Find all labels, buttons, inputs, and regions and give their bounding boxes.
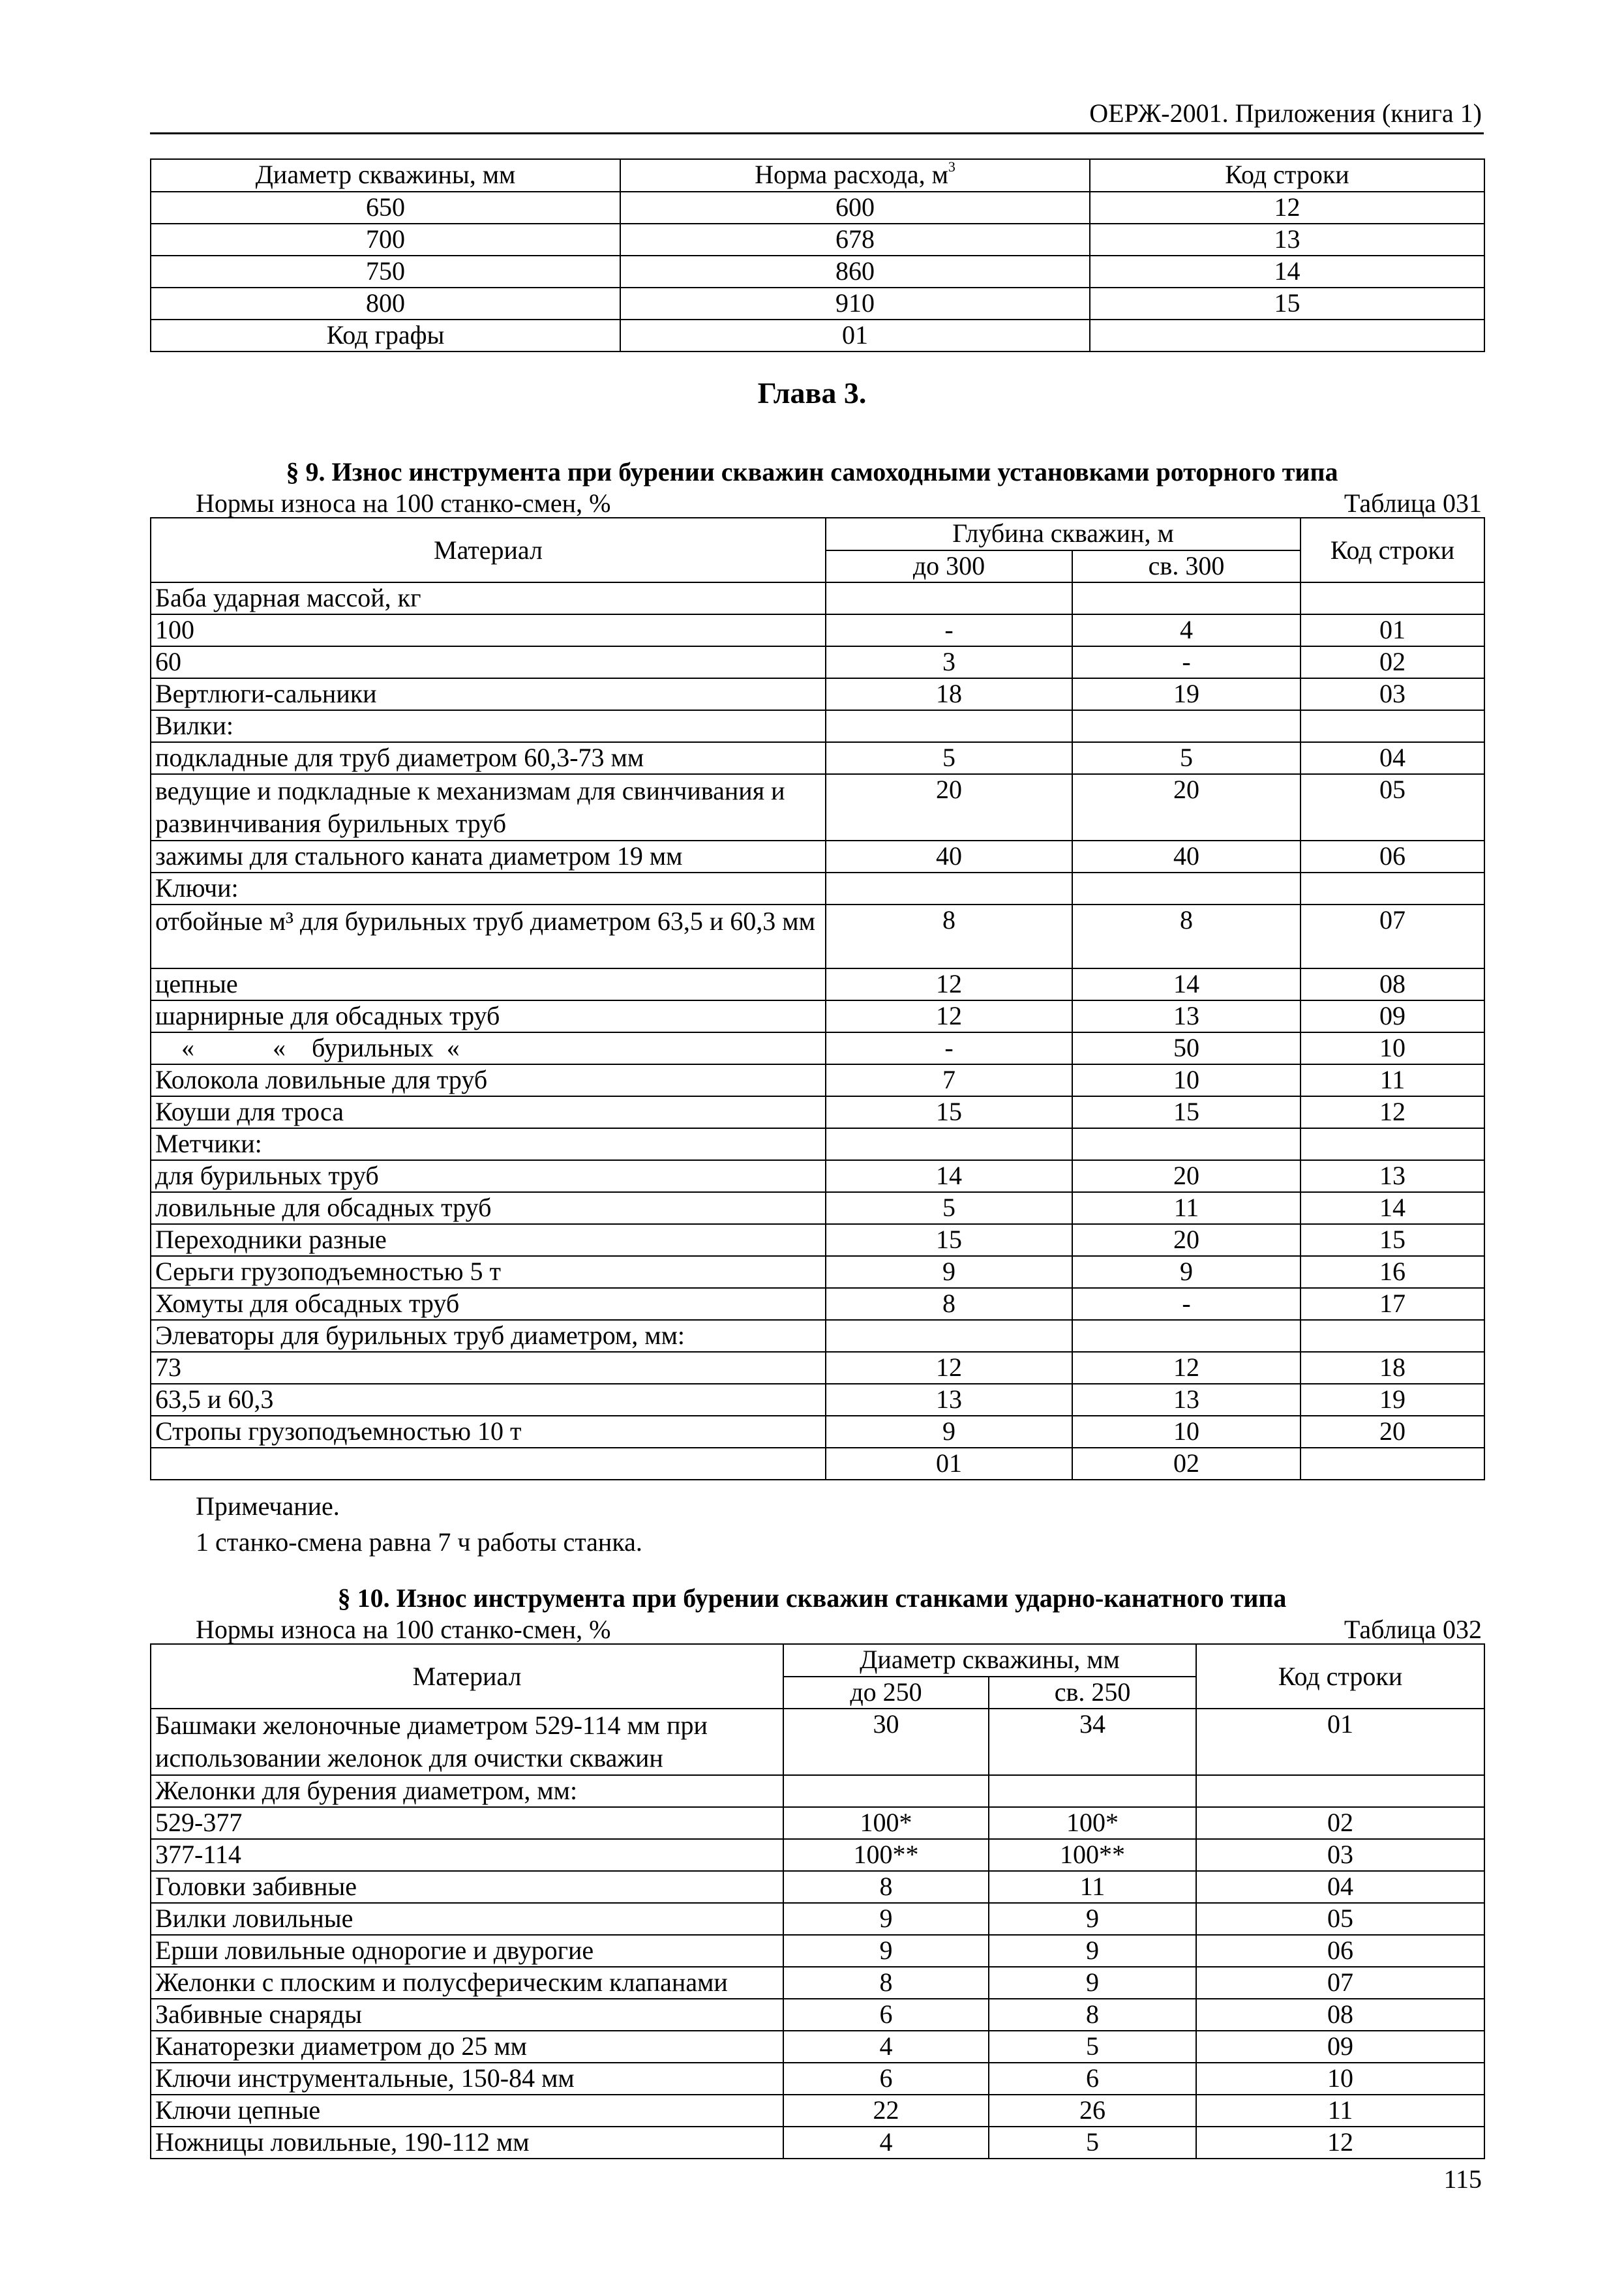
table-cell: - — [826, 1032, 1072, 1064]
table-row — [151, 678, 1484, 710]
table-cell: 8 — [783, 1967, 989, 1999]
table-row — [151, 1384, 1484, 1416]
table-cell: 12 — [1072, 1352, 1301, 1384]
table-cell: 07 — [1196, 1967, 1484, 1999]
table-cell-label: 700 — [151, 224, 620, 256]
table-cell: 4 — [783, 2031, 989, 2063]
section-10-subtitle: Нормы износа на 100 станко-смен, % — [196, 1615, 611, 1644]
table-cell: 9 — [826, 1416, 1072, 1448]
table-cell — [1072, 873, 1301, 905]
section-9-subtitle: Нормы износа на 100 станко-смен, % — [196, 488, 611, 518]
table-cell: 100** — [783, 1839, 989, 1871]
table-cell — [826, 582, 1072, 614]
table-cell: 16 — [1301, 1256, 1484, 1288]
table-row — [151, 2095, 1484, 2127]
table-cell: 20 — [1301, 1416, 1484, 1448]
table-cell: 06 — [1301, 841, 1484, 873]
table-cell: - — [1072, 1288, 1301, 1320]
table-row — [151, 1160, 1484, 1192]
note-text: 1 станко-смена равна 7 ч работы станка. — [196, 1527, 642, 1557]
table-cell-label: 73 — [151, 1352, 826, 1384]
running-header: ОЕРЖ-2001. Приложения (книга 1) — [1089, 98, 1482, 128]
table-row — [151, 1807, 1484, 1839]
column-header: Норма расхода, $м^3$ — [620, 159, 1090, 192]
consumption-table — [150, 158, 1485, 352]
table-row — [151, 1128, 1484, 1160]
table-cell-label: Желонки для бурения диаметром, мм: — [151, 1775, 783, 1807]
table-cell: 4 — [1072, 614, 1301, 646]
table-cell: 6 — [783, 2063, 989, 2095]
table-cell: 12 — [1090, 192, 1484, 224]
table-cell — [1072, 710, 1301, 742]
table-cell: 02 — [1301, 646, 1484, 678]
section-9-title: § 9. Износ инструмента при бурении скважин самоходными установками роторного типа — [286, 457, 1338, 486]
table-row — [151, 2063, 1484, 2095]
table-cell: 4 — [783, 2127, 989, 2159]
table-cell — [1301, 1320, 1484, 1352]
table-cell: 15 — [1072, 1096, 1301, 1128]
table-row — [151, 1871, 1484, 1903]
table-cell: 100** — [989, 1839, 1196, 1871]
table-cell-label: « « бурильных « — [151, 1032, 826, 1064]
table-cell: 12 — [826, 1000, 1072, 1032]
table-cell: 910 — [620, 288, 1090, 320]
table-cell: 40 — [826, 841, 1072, 873]
table-cell: 14 — [1090, 256, 1484, 288]
table-cell: 02 — [1196, 1807, 1484, 1839]
table-row — [151, 1064, 1484, 1096]
table-cell — [1301, 1128, 1484, 1160]
table-row — [151, 192, 1484, 224]
table-cell: 8 — [1072, 905, 1301, 968]
table-cell-label: 377-114 — [151, 1839, 783, 1871]
table-cell-label: Ключи цепные — [151, 2095, 783, 2127]
table-cell: 09 — [1196, 2031, 1484, 2063]
table-cell: 9 — [989, 1935, 1196, 1967]
table-cell: 10 — [1196, 2063, 1484, 2095]
table-cell: 08 — [1301, 968, 1484, 1000]
note-title: Примечание. — [196, 1491, 340, 1521]
table-cell — [1196, 1775, 1484, 1807]
table-cell: 10 — [1072, 1064, 1301, 1096]
table-cell: 7 — [826, 1064, 1072, 1096]
table-cell: 06 — [1196, 1935, 1484, 1967]
chapter-title: Глава 3. — [757, 376, 867, 410]
table-cell: 678 — [620, 224, 1090, 256]
table-cell: 01 — [620, 320, 1090, 352]
table-cell: 02 — [1072, 1448, 1301, 1480]
table-cell: 9 — [989, 1967, 1196, 1999]
table-cell: 12 — [1301, 1096, 1484, 1128]
table-cell: 8 — [826, 905, 1072, 968]
table-cell-label: 529-377 — [151, 1807, 783, 1839]
column-header-material: Материал — [151, 1644, 783, 1709]
table-row — [151, 1288, 1484, 1320]
table-cell: 19 — [1072, 678, 1301, 710]
table-cell-label: шарнирные для обсадных труб — [151, 1000, 826, 1032]
header-rule — [150, 132, 1484, 134]
table-cell-label: для бурильных труб — [151, 1160, 826, 1192]
table-cell — [826, 710, 1072, 742]
table-cell: 13 — [1072, 1000, 1301, 1032]
table-cell-label: Вилки ловильные — [151, 1903, 783, 1935]
table-cell: 9 — [783, 1903, 989, 1935]
table-cell-label: Канаторезки диаметром до 25 мм — [151, 2031, 783, 2063]
table-cell — [1301, 873, 1484, 905]
table-032 — [150, 1643, 1485, 2159]
table-cell: 10 — [1301, 1032, 1484, 1064]
table-cell-label: Колокола ловильные для труб — [151, 1064, 826, 1096]
table-cell-label: 100 — [151, 614, 826, 646]
table-cell: 8 — [989, 1999, 1196, 2031]
table-cell: 860 — [620, 256, 1090, 288]
table-cell-label: ловильные для обсадных труб — [151, 1192, 826, 1224]
table-cell — [1301, 710, 1484, 742]
table-cell: 01 — [826, 1448, 1072, 1480]
table-cell: 100* — [989, 1807, 1196, 1839]
table-cell-label: Головки забивные — [151, 1871, 783, 1903]
table-row — [151, 1709, 1484, 1775]
table-row — [151, 320, 1484, 352]
table-cell: 5 — [989, 2031, 1196, 2063]
table-cell-label: зажимы для стального каната диаметром 19 мм — [151, 841, 826, 873]
table-cell: 9 — [826, 1256, 1072, 1288]
column-header: Диаметр скважины, мм — [151, 159, 620, 192]
table-cell-label: 63,5 и 60,3 — [151, 1384, 826, 1416]
table-cell: 11 — [989, 1871, 1196, 1903]
table-row — [151, 1903, 1484, 1935]
table-row — [151, 582, 1484, 614]
table-cell: 11 — [1072, 1192, 1301, 1224]
table-cell: 6 — [989, 2063, 1196, 2095]
table-cell-label: отбойные м³ для бурильных труб диаметром 63,5 и 60,3 мм — [151, 905, 826, 968]
table-row — [151, 1448, 1484, 1480]
page-number: 115 — [1443, 2164, 1482, 2194]
table-cell — [783, 1775, 989, 1807]
table-cell: 13 — [1072, 1384, 1301, 1416]
table-row — [151, 1839, 1484, 1871]
table-header-row — [151, 1644, 1484, 1677]
table-cell-label: Башмаки желоночные диаметром 529-114 мм при использовании желонок для очистки скважин — [151, 1709, 783, 1775]
table-cell: 5 — [1072, 742, 1301, 774]
table-cell-label: Ключи инструментальные, 150-84 мм — [151, 2063, 783, 2095]
table-row — [151, 2127, 1484, 2159]
table-cell: 05 — [1301, 774, 1484, 841]
table-cell-label: Ерши ловильные однорогие и двурогие — [151, 1935, 783, 1967]
table-row — [151, 1256, 1484, 1288]
table-cell: 12 — [826, 968, 1072, 1000]
table-cell: 14 — [1072, 968, 1301, 1000]
table-row — [151, 1416, 1484, 1448]
table-cell-label: Код графы — [151, 320, 620, 352]
table-cell-label: Баба ударная массой, кг — [151, 582, 826, 614]
table-cell: 40 — [1072, 841, 1301, 873]
table-cell: 3 — [826, 646, 1072, 678]
table-row — [151, 1775, 1484, 1807]
table-cell: 5 — [826, 742, 1072, 774]
table-cell: 04 — [1196, 1871, 1484, 1903]
table-row — [151, 1352, 1484, 1384]
table-cell: 20 — [826, 774, 1072, 841]
table-row — [151, 1935, 1484, 1967]
table-cell: 19 — [1301, 1384, 1484, 1416]
table-row — [151, 1999, 1484, 2031]
table-cell-label: Вертлюги-сальники — [151, 678, 826, 710]
table-cell — [1072, 582, 1301, 614]
table-cell-label: 650 — [151, 192, 620, 224]
table-cell: 5 — [826, 1192, 1072, 1224]
table-cell-label: Стропы грузоподъемностью 10 т — [151, 1416, 826, 1448]
table-cell: 01 — [1196, 1709, 1484, 1775]
table-cell — [1072, 1128, 1301, 1160]
table-cell: 18 — [1301, 1352, 1484, 1384]
table-row — [151, 905, 1484, 968]
table-cell: - — [826, 614, 1072, 646]
table-cell: 15 — [1090, 288, 1484, 320]
table-cell-label: Серьги грузоподъемностью 5 т — [151, 1256, 826, 1288]
table-cell — [826, 873, 1072, 905]
table-header-row — [151, 518, 1484, 550]
column-header-sub: св. 250 — [989, 1677, 1196, 1709]
table-031 — [150, 517, 1485, 1480]
table-row — [151, 1967, 1484, 1999]
table-cell: 50 — [1072, 1032, 1301, 1064]
table-cell: 09 — [1301, 1000, 1484, 1032]
table-cell: 8 — [783, 1871, 989, 1903]
table-cell: - — [1072, 646, 1301, 678]
table-cell-label: Хомуты для обсадных труб — [151, 1288, 826, 1320]
column-header-code: Код строки — [1196, 1644, 1484, 1709]
table-cell: 11 — [1301, 1064, 1484, 1096]
table-cell: 14 — [1301, 1192, 1484, 1224]
table-row — [151, 710, 1484, 742]
table-cell: 9 — [1072, 1256, 1301, 1288]
table-cell — [1301, 1448, 1484, 1480]
column-header-sub: св. 300 — [1072, 550, 1301, 582]
table-cell-label: Переходники разные — [151, 1224, 826, 1256]
table-row — [151, 614, 1484, 646]
table-cell-label: цепные — [151, 968, 826, 1000]
table-cell-label: Ножницы ловильные, 190-112 мм — [151, 2127, 783, 2159]
table-cell-label: Элеваторы для бурильных труб диаметром, мм: — [151, 1320, 826, 1352]
table-cell — [826, 1128, 1072, 1160]
table-cell: 10 — [1072, 1416, 1301, 1448]
table-cell: 13 — [826, 1384, 1072, 1416]
table-cell: 20 — [1072, 1224, 1301, 1256]
table-cell: 01 — [1301, 614, 1484, 646]
table-cell: 18 — [826, 678, 1072, 710]
table-cell: 26 — [989, 2095, 1196, 2127]
table-cell: 15 — [826, 1224, 1072, 1256]
table-cell: 22 — [783, 2095, 989, 2127]
table-cell: 600 — [620, 192, 1090, 224]
table-cell: 15 — [1301, 1224, 1484, 1256]
table-row — [151, 1224, 1484, 1256]
table-cell: 13 — [1090, 224, 1484, 256]
table-cell: 03 — [1301, 678, 1484, 710]
table-cell-label: Ключи: — [151, 873, 826, 905]
table-row — [151, 1320, 1484, 1352]
table-cell-label: ведущие и подкладные к механизмам для свинчивания и развинчивания бурильных труб — [151, 774, 826, 841]
table-cell: 05 — [1196, 1903, 1484, 1935]
table-row — [151, 774, 1484, 841]
column-header-code: Код строки — [1301, 518, 1484, 582]
table-cell-label: подкладные для труб диаметром 60,3-73 мм — [151, 742, 826, 774]
table-header-row — [151, 159, 1484, 192]
table-cell: 9 — [783, 1935, 989, 1967]
table-cell: 20 — [1072, 774, 1301, 841]
table-cell: 08 — [1196, 1999, 1484, 2031]
table-cell-label: 60 — [151, 646, 826, 678]
table-cell: 30 — [783, 1709, 989, 1775]
column-header: Код строки — [1090, 159, 1484, 192]
section-10-title: § 10. Износ инструмента при бурении скважин станками ударно-канатного типа — [337, 1583, 1287, 1613]
table-row — [151, 1192, 1484, 1224]
table-cell: 20 — [1072, 1160, 1301, 1192]
table-row — [151, 1096, 1484, 1128]
table-cell-label: Метчики: — [151, 1128, 826, 1160]
table-cell-label: Желонки с плоским и полусферическим клапанами — [151, 1967, 783, 1999]
table-cell: 14 — [826, 1160, 1072, 1192]
table-cell — [826, 1320, 1072, 1352]
table-row — [151, 1032, 1484, 1064]
table-cell — [1090, 320, 1484, 352]
table-cell-label: 750 — [151, 256, 620, 288]
table-row — [151, 2031, 1484, 2063]
table-cell: 17 — [1301, 1288, 1484, 1320]
table-row — [151, 646, 1484, 678]
column-header-sub: до 300 — [826, 550, 1072, 582]
table-cell: 6 — [783, 1999, 989, 2031]
table-cell — [1301, 582, 1484, 614]
table-row — [151, 742, 1484, 774]
column-header-material: Материал — [151, 518, 826, 582]
table-row — [151, 1000, 1484, 1032]
table-031-label: Таблица 031 — [1344, 488, 1482, 518]
table-cell: 12 — [1196, 2127, 1484, 2159]
table-cell-label: Забивные снаряды — [151, 1999, 783, 2031]
table-cell: 9 — [989, 1903, 1196, 1935]
column-header-sub: до 250 — [783, 1677, 989, 1709]
table-cell: 13 — [1301, 1160, 1484, 1192]
table-cell-label: Вилки: — [151, 710, 826, 742]
table-row — [151, 968, 1484, 1000]
table-cell: 8 — [826, 1288, 1072, 1320]
table-cell: 11 — [1196, 2095, 1484, 2127]
table-row — [151, 841, 1484, 873]
table-cell: 5 — [989, 2127, 1196, 2159]
table-cell-label — [151, 1448, 826, 1480]
table-cell: 07 — [1301, 905, 1484, 968]
table-032-label: Таблица 032 — [1344, 1615, 1482, 1644]
table-cell: 100* — [783, 1807, 989, 1839]
table-cell — [989, 1775, 1196, 1807]
table-row — [151, 873, 1484, 905]
table-cell — [1072, 1320, 1301, 1352]
column-header-group: Диаметр скважины, мм — [783, 1644, 1196, 1677]
table-row — [151, 288, 1484, 320]
table-cell: 03 — [1196, 1839, 1484, 1871]
table-cell: 15 — [826, 1096, 1072, 1128]
table-cell: 34 — [989, 1709, 1196, 1775]
table-cell: 12 — [826, 1352, 1072, 1384]
table-row — [151, 224, 1484, 256]
table-cell: 04 — [1301, 742, 1484, 774]
table-cell-label: 800 — [151, 288, 620, 320]
table-row — [151, 256, 1484, 288]
table-cell-label: Коуши для троса — [151, 1096, 826, 1128]
column-header-group: Глубина скважин, м — [826, 518, 1301, 550]
